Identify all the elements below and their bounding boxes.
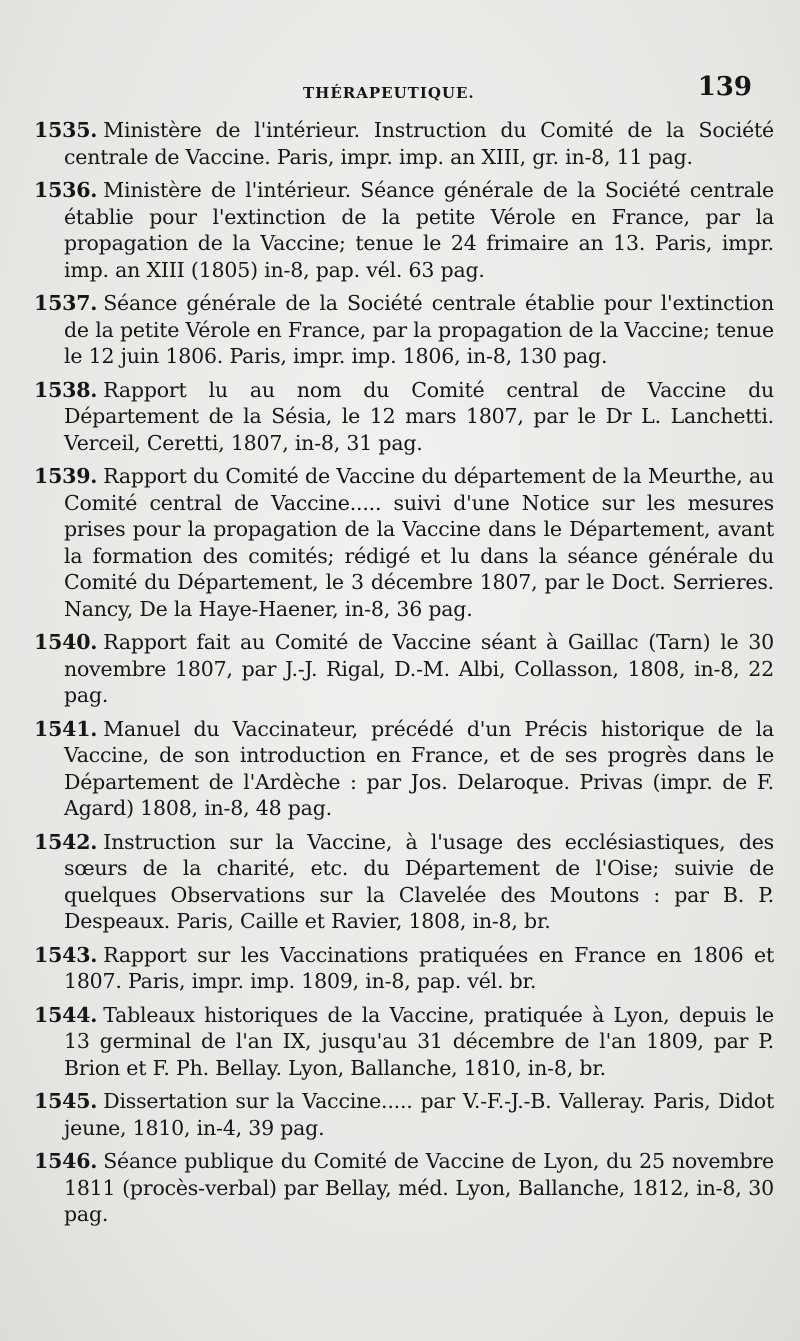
bibliography-entry	[34, 377, 774, 457]
entry-text: Dissertation sur la Vaccine..... par V.-F.-J.-B. Valleray. Paris, Didot jeune, 1810, in-4, 39 pag.	[64, 1089, 774, 1140]
entry-number: 1540.	[34, 630, 98, 654]
bibliography-entry	[34, 629, 774, 709]
entry-text: Ministère de l'intérieur. Instruction du Comité de la Société centrale de Vaccine. Paris, impr. imp. an XIII, gr. in-8, 11 pag.	[64, 118, 774, 169]
entry-number: 1535.	[34, 118, 98, 142]
bibliography-entry	[34, 1002, 774, 1082]
page-number: 139	[697, 72, 752, 102]
entry-text: Rapport lu au nom du Comité central de Vaccine du Département de la Sésia, le 12 mars 1807, par le Dr L. Lanchetti. Verceil, Ceretti, 1807, in-8, 31 pag.	[64, 377, 774, 455]
entry-text: Rapport fait au Comité de Vaccine séant à Gaillac (Tarn) le 30 novembre 1807, par J.-J. Rigal, D.-M. Albi, Collasson, 1808, in-8, 22 pag.	[64, 630, 774, 707]
bibliography-entry	[34, 1088, 774, 1141]
entry-text: Séance générale de la Société centrale établie pour l'extinction de la petite Vérole en France, par la propagation de la Vaccine; tenue le 12 juin 1806. Paris, impr. imp. 1806, in-8, 130 pag.	[64, 291, 774, 368]
entry-number: 1545.	[34, 1089, 98, 1113]
entry-number: 1544.	[34, 1002, 98, 1027]
entry-text: Instruction sur la Vaccine, à l'usage des ecclésiastiques, des sœurs de la charité, etc. du Département de l'Oise; suivie de quelques Observations sur la Clavelée des Moutons : par B. P. Despeaux. Paris, Caille et Ravier, 1808, in-8, br.	[64, 829, 774, 933]
bibliography-entry	[34, 117, 774, 170]
entry-number: 1539.	[34, 464, 98, 488]
bibliography-entry	[34, 290, 774, 370]
running-head: THÉRAPEUTIQUE.	[303, 84, 475, 102]
bibliography-entry	[34, 1148, 774, 1228]
entry-text: Séance publique du Comité de Vaccine de Lyon, du 25 novembre 1811 (procès-verbal) par Bellay, méd. Lyon, Ballanche, 1812, in-8, 30 pag.	[64, 1149, 774, 1226]
bibliography-entry	[34, 463, 774, 622]
bibliography-entry	[34, 829, 774, 935]
entry-text: Tableaux historiques de la Vaccine, pratiquée à Lyon, depuis le 13 germinal de l'an IX, jusqu'au 31 décembre de l'an 1809, par P. Brion et F. Ph. Bellay. Lyon, Ballanche, 1810, in-8, br.	[64, 1002, 774, 1080]
entry-text: Ministère de l'intérieur. Séance générale de la Société centrale établie pour l'extinction de la petite Vérole en France, par la propagation de la Vaccine; tenue le 24 frimaire an 13. Paris, impr. imp. an XIII (1805) in-8, pap. vél. 63 pag.	[64, 178, 774, 282]
entry-number: 1543.	[34, 942, 98, 967]
entry-number: 1536.	[34, 178, 98, 202]
entry-number: 1546.	[34, 1149, 98, 1173]
entry-text: Manuel du Vaccinateur, précédé d'un Précis historique de la Vaccine, de son introduction en France, et de ses progrès dans le Département de l'Ardèche : par Jos. Delaroque. Privas (impr. de F. Agard) 1808, in-8, 48 pag.	[64, 716, 774, 820]
bibliography-list	[34, 117, 774, 1235]
bibliography-entry	[34, 942, 774, 995]
entry-text: Rapport du Comité de Vaccine du département de la Meurthe, au Comité central de Vaccine..... suivi d'une Notice sur les mesures prises pour la propagation de la Vaccine dans le Département, avant la formation des comités; rédigé et lu dans la séance générale du Comité du Département, le 3 décembre 1807, par le Doct. Serrieres. Nancy, De la Haye-Haener, in-8, 36 pag.	[64, 464, 774, 621]
entry-number: 1542.	[34, 829, 98, 854]
entry-number: 1537.	[34, 291, 98, 315]
bibliography-entry	[34, 716, 774, 822]
entry-number: 1541.	[34, 716, 98, 741]
page-header	[60, 72, 760, 112]
entry-text: Rapport sur les Vaccinations pratiquées en France en 1806 et 1807. Paris, impr. imp. 1809, in-8, pap. vél. br.	[64, 942, 774, 993]
entry-number: 1538.	[34, 377, 98, 402]
bibliography-entry	[34, 177, 774, 283]
